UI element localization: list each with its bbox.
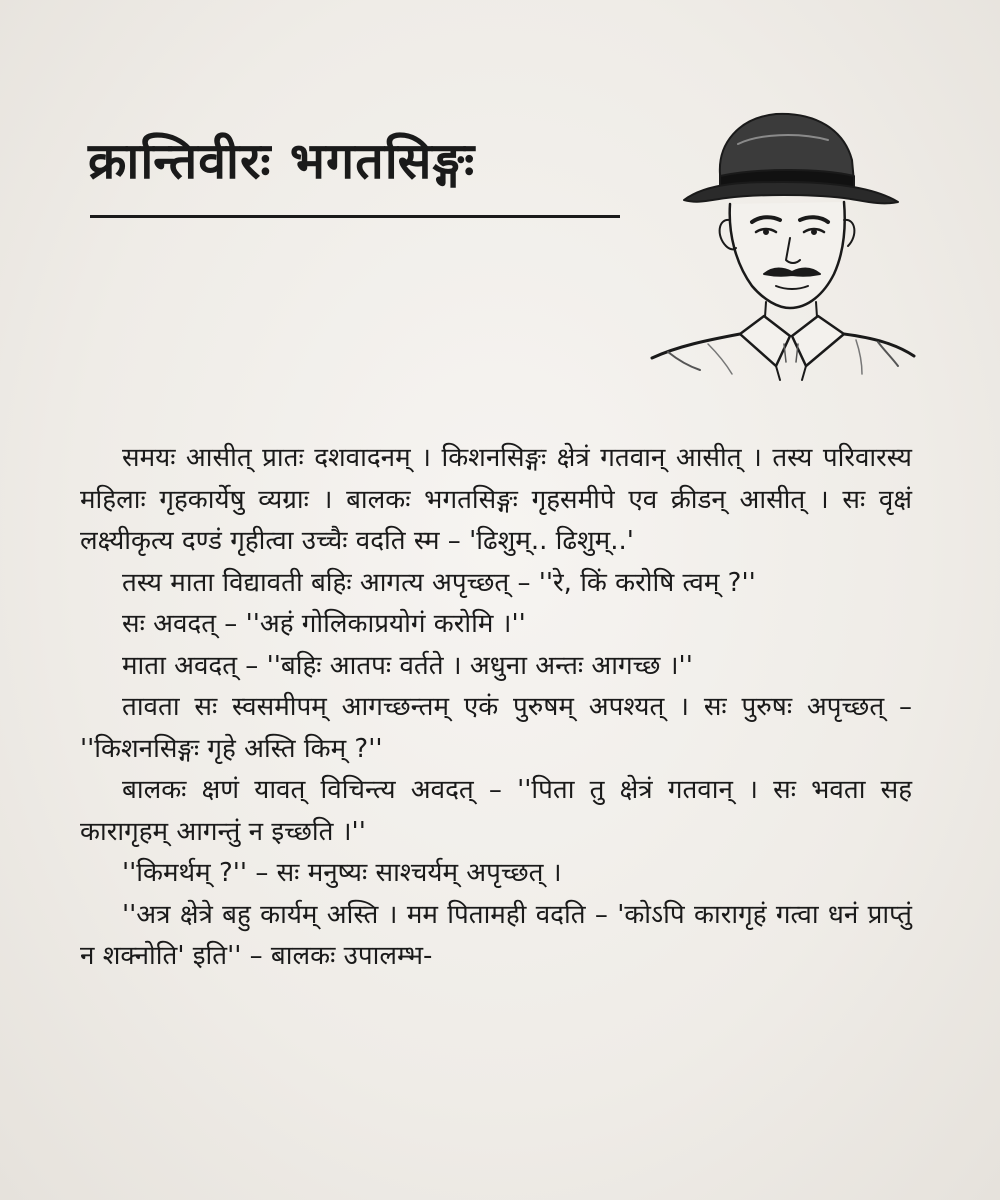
story-text: [80, 438, 912, 978]
paragraph-6: बालकः क्षणं यावत् विचिन्त्य अवदत् – ''पिता तु क्षेत्रं गतवान् । सः भवता सह कारागृहम् आगन्तुं न इच्छति ।'': [80, 775, 912, 847]
paragraph-3: सः अवदत् – ''अहं गोलिकाप्रयोगं करोमि ।'': [122, 609, 526, 639]
bhagat-singh-portrait-illustration: [648, 104, 918, 384]
chapter-title: क्रान्तिवीरः भगतसिङ्गः: [88, 132, 476, 190]
title-underline: [90, 215, 620, 218]
paragraph-4: माता अवदत् – ''बहिः आतपः वर्तते । अधुना अन्तः आगच्छ ।'': [122, 650, 693, 681]
paragraph-8: ''अत्र क्षेत्रे बहु कार्यम् अस्ति । मम पितामही वदति – 'कोऽपि कारागृहं गत्वा धनं प्राप्तुं न शक्नोति' इति'' – बालकः उपालम्भ-: [80, 899, 912, 971]
paragraph-7: ''किमर्थम् ?'' – सः मनुष्यः साश्चर्यम् अपृच्छत् ।: [122, 858, 562, 888]
paragraph-1: समयः आसीत् प्रातः दशवादनम् । किशनसिङ्गः क्षेत्रं गतवान् आसीत् । तस्य परिवारस्य महिलाः गृहकार्येषु व्यग्राः । बालकः भगतसिङ्गः गृहसमीपे एव क्रीडन् आसीत् । सः वृक्षं लक्ष्यीकृत्य दण्डं गृहीत्वा उच्चैः वदति स्म – 'ढिशुम्.. ढिशुम्..': [80, 443, 912, 556]
paragraph-5: तावता सः स्वसमीपम् आगच्छन्तम् एकं पुरुषम् अपश्यत् । सः पुरुषः अपृच्छत् – ''किशनसिङ्गः गृहे अस्ति किम् ?'': [80, 692, 912, 764]
paragraph-2: तस्य माता विद्यावती बहिः आगत्य अपृच्छत् – ''रे, किं करोषि त्वम् ?'': [122, 567, 756, 598]
